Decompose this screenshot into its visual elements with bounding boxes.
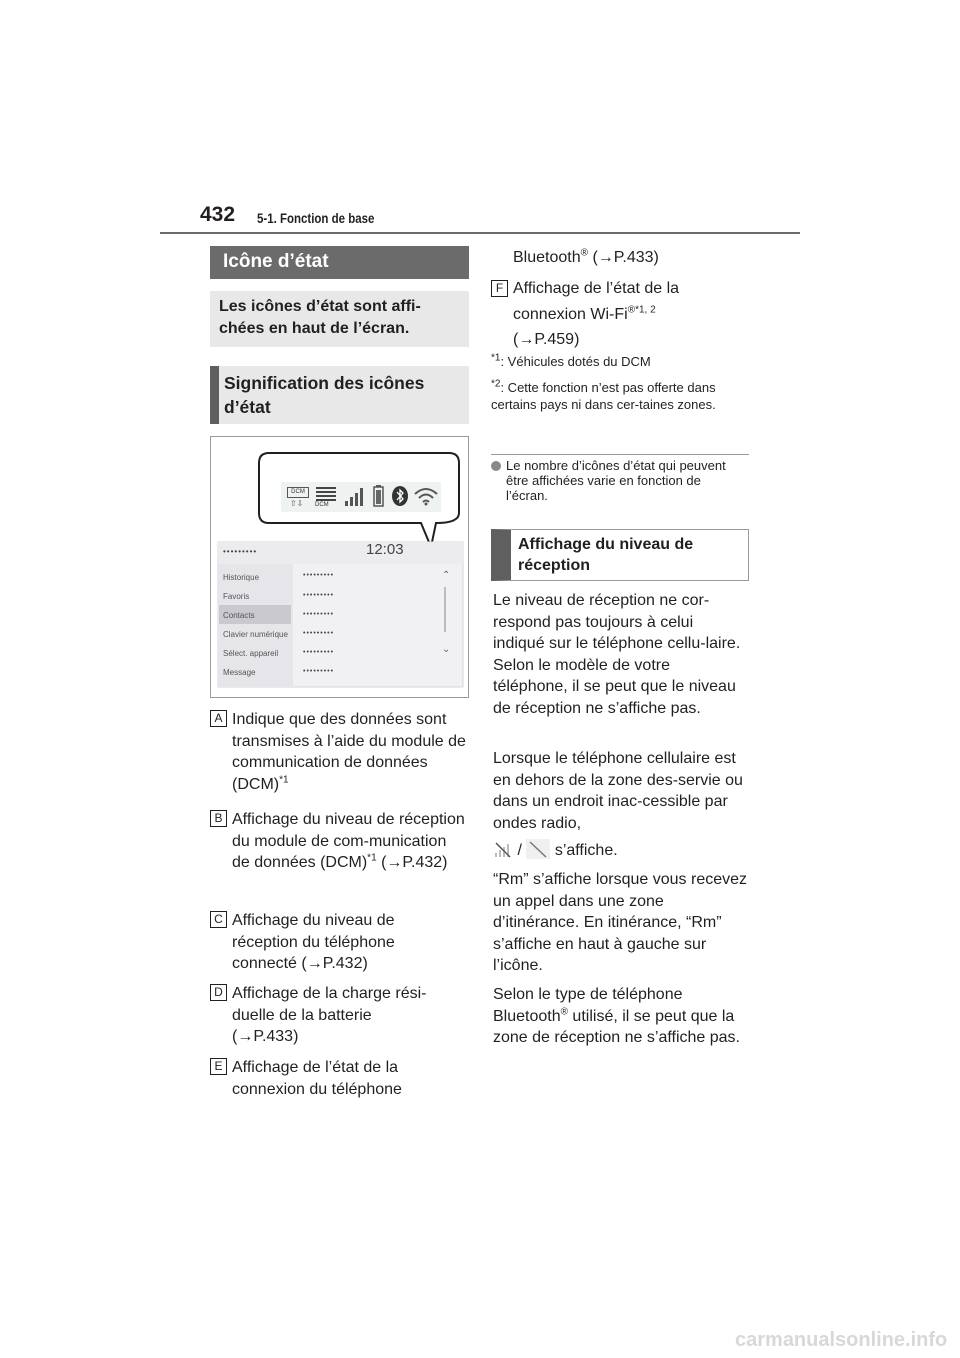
item-b-text [232, 809, 468, 874]
label-d: D [210, 984, 227, 1001]
scrollbar[interactable] [444, 587, 446, 632]
scroll-up-icon[interactable]: ⌃ [442, 570, 451, 581]
item-e-continued [513, 247, 659, 269]
page-number: 432 [200, 203, 236, 226]
footnote-2-text: : Cette fonction n’est pas offerte dans certains pays ni dans cer-taines zones. [491, 380, 716, 412]
heading-status-icon-text: Icône d’état [223, 251, 329, 272]
intro-box [210, 291, 469, 347]
screen-header-dots: ••••••••• [223, 547, 258, 556]
scroll-down-icon[interactable]: ⌄ [442, 644, 451, 655]
item-d-ref[interactable]: (→P.433) [232, 1028, 299, 1045]
item-f-line2 [513, 304, 749, 326]
dcm-arrows-icon: ⇧⇩ [290, 499, 304, 508]
heading-status-icon [210, 246, 469, 279]
screen-clock: 12:03 [366, 541, 404, 558]
menu-select-appareil[interactable]: Sélect. appareil [223, 649, 279, 658]
menu-message[interactable]: Message [223, 668, 256, 677]
header-rule [160, 232, 800, 234]
intro-text: Les icônes d’état sont affi- chées en haut de l’écran. [219, 298, 421, 337]
item-e-reg: ® [580, 247, 588, 259]
item-e-ref[interactable]: (→P.433) [592, 249, 659, 266]
para-bluetooth-type [493, 984, 749, 1049]
icon-separator: / [517, 842, 522, 859]
item-f-text [513, 278, 749, 351]
menu-historique[interactable]: Historique [223, 573, 260, 582]
label-b: B [210, 810, 227, 827]
item-a-sup: *1 [279, 774, 289, 786]
label-a: A [210, 710, 227, 727]
bullet-note: Le nombre d’icônes d’état qui peuvent être affichées varie en fonction de l’écran. [506, 458, 726, 503]
label-e: E [210, 1058, 227, 1075]
para-out-of-zone-icons [493, 839, 749, 862]
no-signal-icon [493, 839, 513, 859]
contact-row[interactable]: ••••••••• [303, 611, 335, 618]
para-bluetooth-start: Selon le type de téléphone Bluetooth [493, 986, 683, 1025]
item-e-bluetooth: Bluetooth [513, 249, 581, 266]
item-f-sup: ®*1, 2 [627, 304, 656, 316]
screenshot-figure [210, 436, 469, 698]
watermark: carmanualsonline.info [735, 1329, 948, 1351]
dcm-transfer-icon: DCM [287, 487, 309, 498]
heading-meaning [210, 366, 469, 424]
para-out-of-zone-end: s’affiche. [554, 842, 618, 859]
para-bluetooth-end: utilisé, il se peut que la zone de réception ne s’affiche pas. [493, 1007, 740, 1046]
heading-meaning-text: Signification des icônes d’état [224, 373, 425, 417]
label-f: F [491, 280, 508, 297]
footnote-1-mark: *1 [491, 352, 501, 364]
contact-row[interactable]: ••••••••• [303, 572, 335, 579]
no-signal-alt-icon [526, 839, 550, 859]
menu-clavier[interactable]: Clavier numérique [223, 630, 288, 639]
phone-signal-icon [344, 485, 366, 507]
contact-row[interactable]: ••••••••• [303, 668, 335, 675]
heading-reception [491, 529, 749, 581]
para-reception-level: Le niveau de réception ne cor-respond pas toujours à celui indiqué sur le téléphone cellu-laire. Selon le modèle de votre téléphone, il se peut que le niveau de réception ne s’affiche pas. [493, 592, 741, 717]
contact-row[interactable]: ••••••••• [303, 630, 335, 637]
bluetooth-icon [391, 485, 409, 507]
dcm-label: DCM [315, 502, 329, 508]
footnote-2 [491, 379, 741, 413]
contact-row[interactable]: ••••••••• [303, 592, 335, 599]
separator [491, 454, 749, 455]
item-a-desc: Indique que des données sont transmises à l’aide du module de communication de données (DCM) [232, 711, 466, 793]
footnote-1-text: : Véhicules dotés du DCM [500, 354, 651, 369]
bullet-icon [491, 461, 501, 471]
item-d-text [232, 983, 468, 1048]
label-c: C [210, 911, 227, 928]
item-b-ref[interactable]: (→P.432) [381, 854, 448, 871]
item-f-wifi: connexion Wi-Fi [513, 305, 628, 323]
item-a-text [232, 709, 468, 795]
item-f-line1: Affichage de l’état de la [513, 280, 680, 297]
para-bluetooth-reg: ® [560, 1006, 568, 1018]
status-icons-bar [281, 482, 441, 512]
item-c-text: Affichage du niveau de réception du téléphone connecté (→P.432) [232, 912, 395, 972]
dcm-signal-icon [315, 485, 337, 503]
para-out-of-zone: Lorsque le téléphone cellulaire est en dehors de la zone des-servie ou dans un endroit inac-cessible par ondes radio, [493, 750, 743, 832]
item-b-sup: *1 [367, 852, 377, 864]
contact-row[interactable]: ••••••••• [303, 649, 335, 656]
item-d-desc: Affichage de la charge rési-duelle de la batterie [232, 985, 427, 1024]
section-title: 5-1. Fonction de base [257, 210, 375, 226]
item-e-text: Affichage de l’état de la connexion du téléphone [232, 1059, 402, 1098]
footnote-2-mark: *2 [491, 378, 501, 390]
menu-favoris[interactable]: Favoris [223, 592, 250, 601]
heading-reception-text: Affichage du niveau de réception [518, 536, 694, 574]
footnote-1 [491, 353, 741, 370]
item-f-ref[interactable]: (→P.459) [513, 331, 580, 348]
para-roaming: “Rm” s’affiche lorsque vous recevez un appel dans une zone d’itinérance. En itinérance, “Rm” s’affiche en haut à gauche sur l’icône. [493, 871, 748, 974]
wifi-icon [413, 485, 439, 507]
menu-contacts[interactable]: Contacts [223, 611, 255, 620]
item-b-desc: Affichage du niveau de réception du module de com-munication de données (DCM) [232, 811, 465, 871]
battery-icon [373, 484, 385, 508]
